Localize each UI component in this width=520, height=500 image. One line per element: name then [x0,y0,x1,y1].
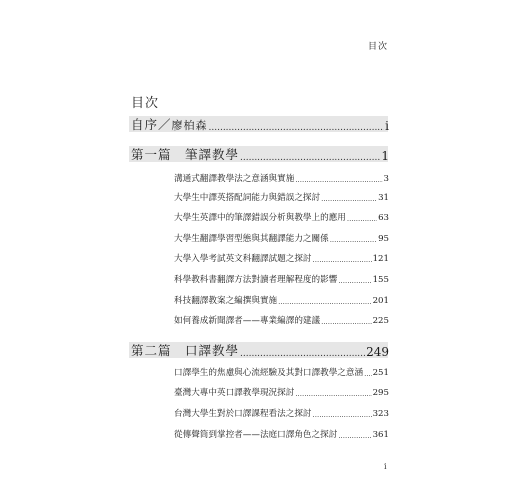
toc-chapter-title: 臺灣大專中英口譯教學現況探討 [174,388,295,398]
toc-part-title: 第一篇 筆譯教學 [131,147,240,162]
toc-chapter[interactable] [174,232,389,244]
toc-chapter[interactable] [174,407,389,419]
toc-chapter-title: 大學入學考試英文科翻譯試題之探討 [174,254,312,264]
dot-leader [347,215,377,223]
dot-leader [240,349,365,359]
toc-part-title: 第二篇 口譯教學 [131,343,240,358]
toc-entry-preface[interactable] [131,117,389,133]
toc-entry-page: i [385,119,389,133]
toc-chapter-page: 251 [372,368,389,378]
page-folio: i [384,462,387,471]
toc-entry-title: 自序／廖柏森 [131,117,208,132]
toc-chapter-title: 從傳聲筒到掌控者——法庭口譯角色之探討 [174,430,338,440]
toc-part-page: 249 [366,345,389,359]
dot-leader [278,298,371,306]
toc-chapter-page: 295 [372,388,389,398]
toc-chapter[interactable] [174,314,389,326]
toc-chapter-page: 155 [372,275,389,285]
toc-chapter-title: 科技翻譯教案之編撰與實施 [174,296,278,306]
toc-chapter-title: 大學生中譯英搭配詞能力與錯誤之探討 [174,193,321,203]
toc-chapter-page: 31 [378,193,389,203]
toc-chapter-page: 3 [383,174,389,184]
dot-leader [321,195,377,203]
dot-leader [321,318,371,326]
toc-chapter[interactable] [174,191,389,203]
dot-leader [295,176,382,184]
dot-leader [313,256,372,264]
toc-chapter-title: 口譯學生的焦慮與心流經驗及其對口譯教學之意涵 [174,368,364,378]
toc-chapter-page: 361 [372,430,389,440]
dot-leader [330,236,377,244]
toc-chapter-page: 121 [372,254,389,264]
preface-author: 廖柏森 [171,119,208,132]
toc-chapter[interactable] [174,386,389,398]
running-head: 目次 [367,42,388,52]
toc-chapter-page: 225 [372,316,389,326]
toc-chapter-title: 大學生英譯中的筆譯錯誤分析與教學上的應用 [174,213,346,223]
toc-chapter[interactable] [174,252,389,264]
toc-chapter[interactable] [174,273,389,285]
dot-leader [364,370,372,378]
dot-leader [313,411,372,419]
toc-chapter-title: 台灣大學生對於口譯課程看法之探討 [174,409,312,419]
toc-chapter-page: 323 [372,409,389,419]
toc-chapter-title: 大學生翻譯學習型態與其翻譯能力之關係 [174,234,329,244]
toc-chapter[interactable] [174,294,389,306]
toc-chapter[interactable] [174,172,389,184]
toc-part-one[interactable] [131,147,389,163]
toc-chapter-page: 63 [378,213,389,223]
dot-leader [240,153,380,163]
toc-chapter[interactable] [174,428,389,440]
toc-chapter-page: 201 [372,296,389,306]
dot-leader [295,390,371,398]
toc-chapter-title: 溝通式翻譯教學法之意涵與實施 [174,174,295,184]
toc-chapter-title: 科學教科書翻譯方法對讀者理解程度的影響 [174,275,338,285]
page-title: 目次 [131,96,160,111]
toc-chapter-page: 95 [378,234,389,244]
dot-leader [338,277,371,285]
dot-leader [209,123,385,133]
dot-leader [338,432,371,440]
toc-part-page: 1 [381,149,389,163]
toc-part-two[interactable] [131,343,389,359]
toc-chapter-title: 如何養成新聞譯者——專業編譯的建議 [174,316,321,326]
toc-chapter[interactable] [174,366,389,378]
toc-chapter[interactable] [174,211,389,223]
